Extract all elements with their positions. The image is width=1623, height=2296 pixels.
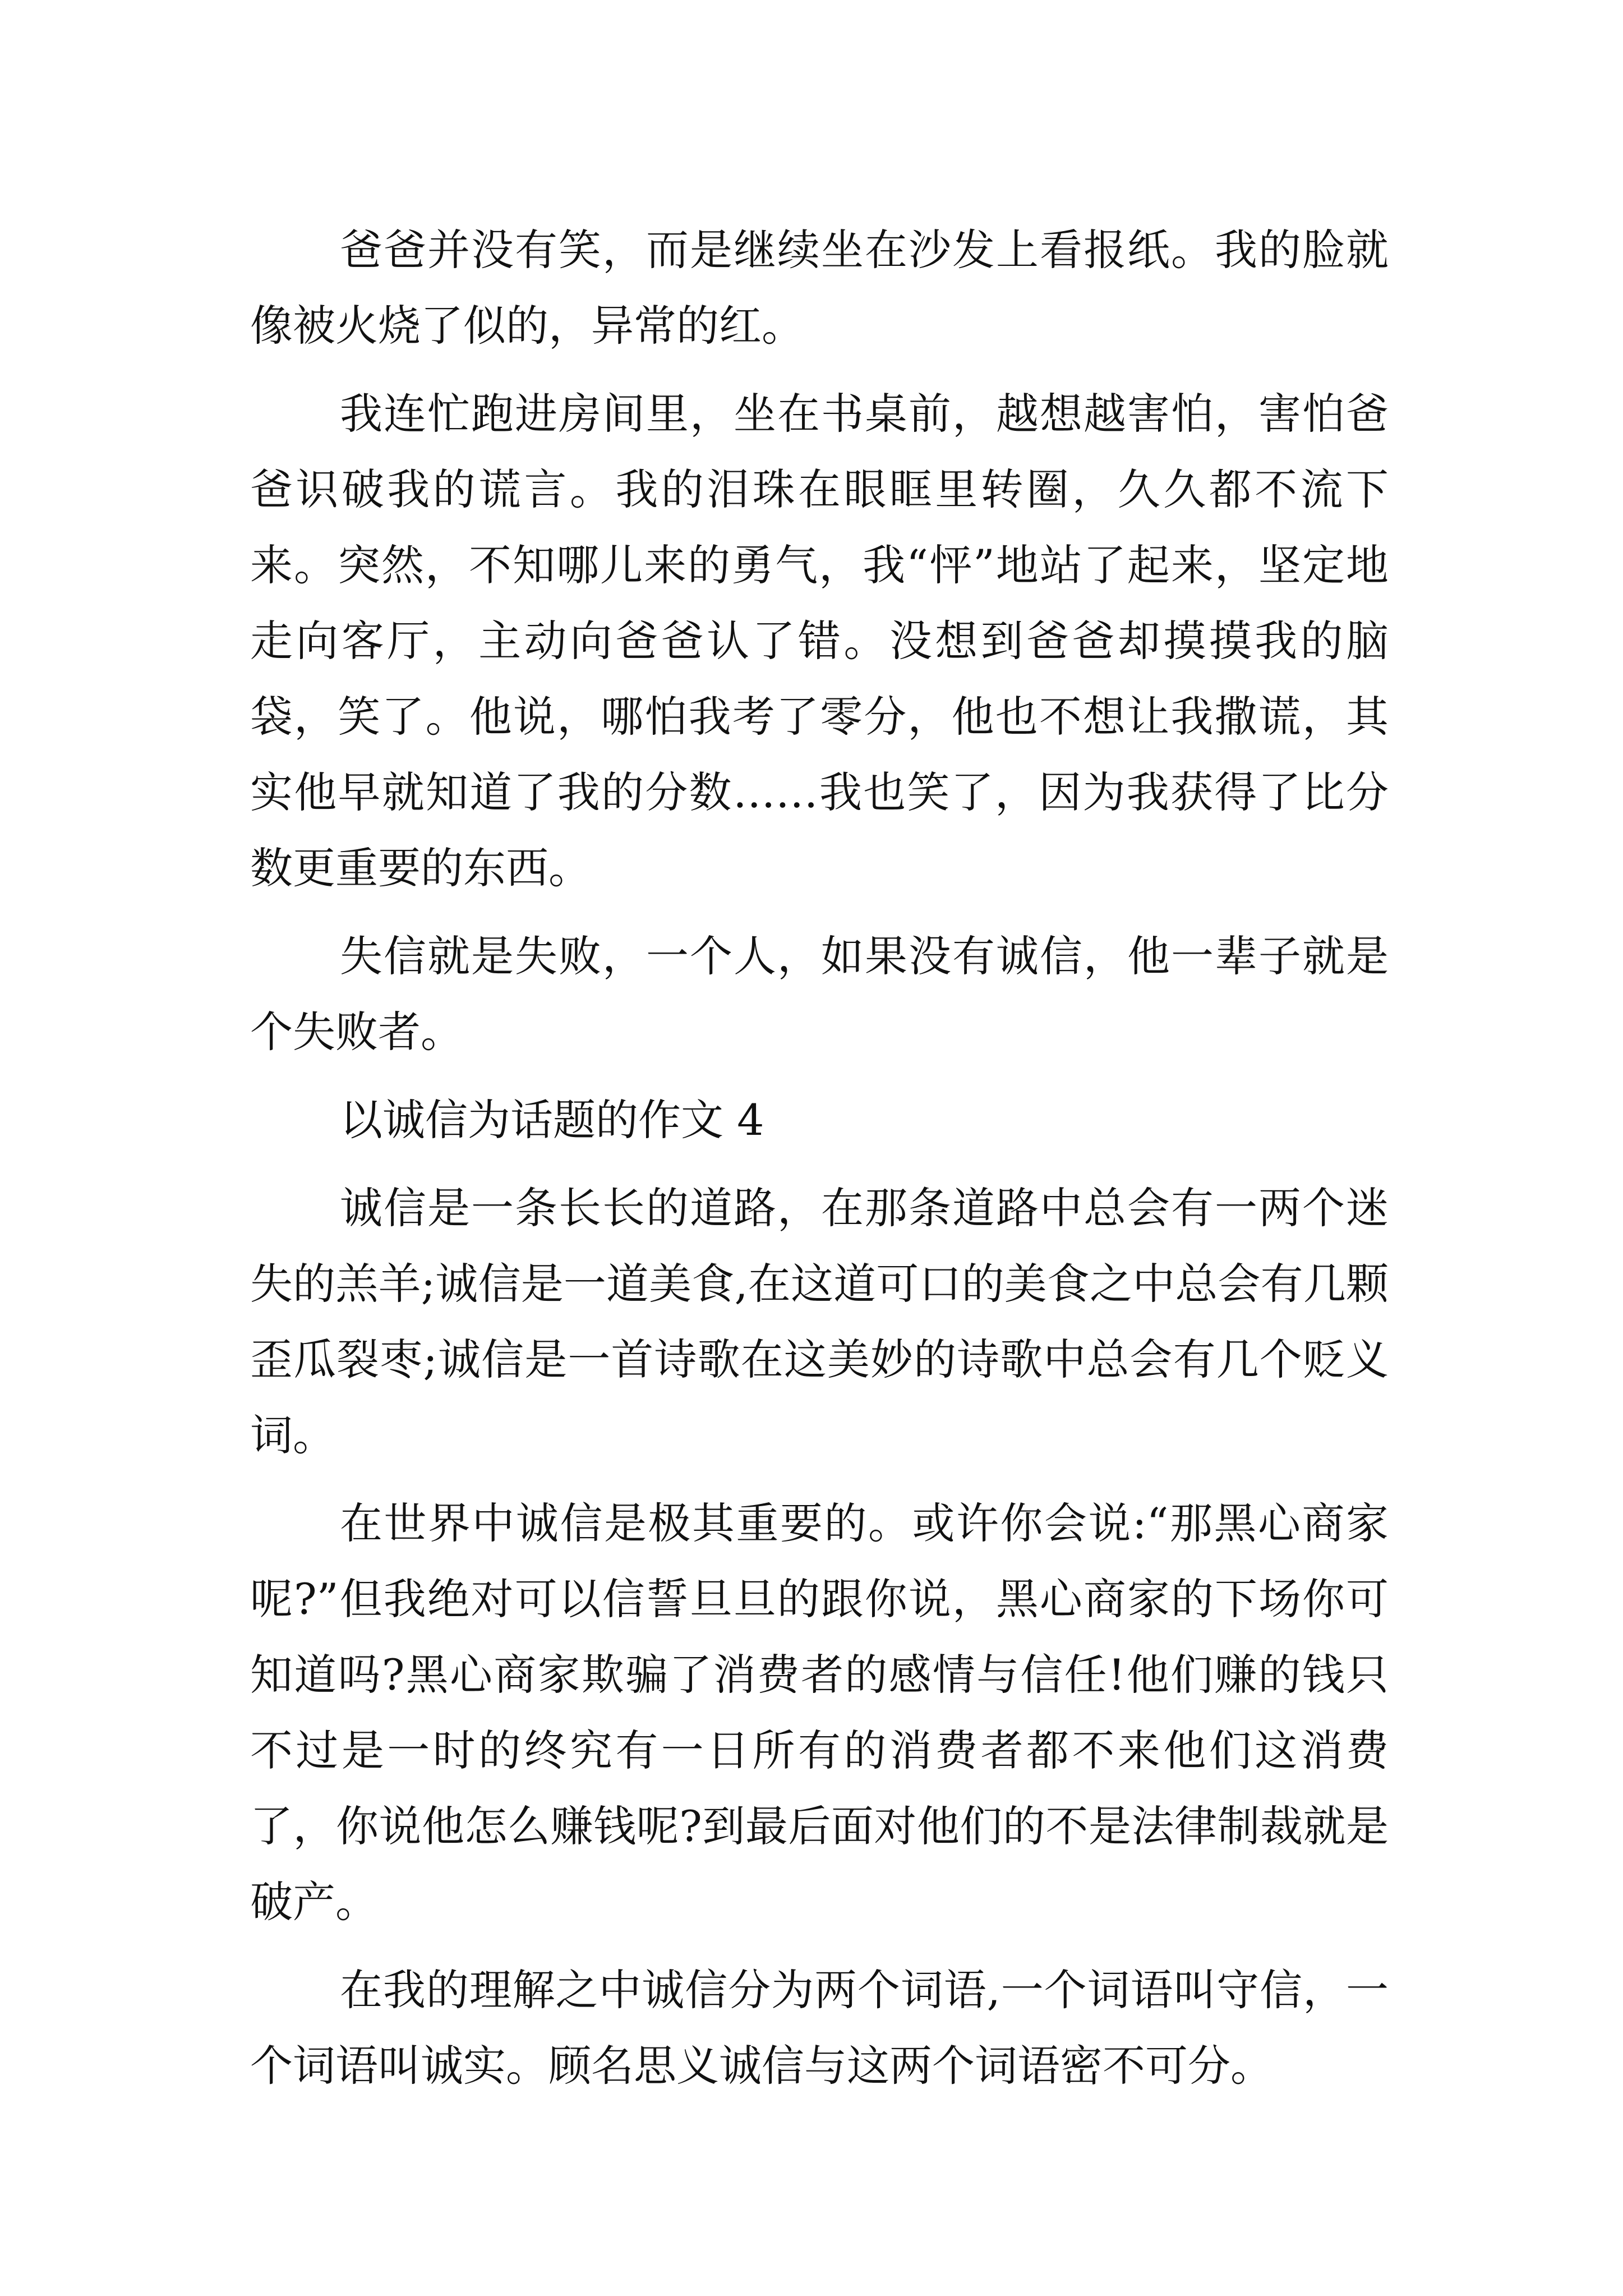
paragraph: 诚信是一条长长的道路，在那条道路中总会有一两个迷失的羔羊;诚信是一道美食,在这道可口的美食之中总会有几颗歪瓜裂枣;诚信是一首诗歌在这美妙的诗歌中总会有几个贬义词。 <box>250 1183 1389 1460</box>
paragraph: 我连忙跑进房间里，坐在书桌前，越想越害怕，害怕爸爸识破我的谎言。我的泪珠在眼眶里转圈，久久都不流下来。突然，不知哪儿来的勇气，我“怦”地站了起来，坚定地走向客厅，主动向爸爸认了错。没想到爸爸却摸摸我的脑袋，笑了。他说，哪怕我考了零分，他也不想让我撒谎，其实他早就知道了我的分数……我也笑了，因为我获得了比分数更重要的东西。 <box>250 389 1389 893</box>
paragraph: 在我的理解之中诚信分为两个词语,一个词语叫守信，一个词语叫诚实。顾名思义诚信与这两个词语密不可分。 <box>250 1965 1389 2091</box>
document-body <box>250 212 1389 2116</box>
paragraph: 爸爸并没有笑，而是继续坐在沙发上看报纸。我的脸就像被火烧了似的，异常的红。 <box>250 225 1389 351</box>
paragraph: 在世界中诚信是极其重要的。或许你会说:“那黑心商家呢?”但我绝对可以信誓旦旦的跟你说，黑心商家的下场你可知道吗?黑心商家欺骗了消费者的感情与信任!他们赚的钱只不过是一时的终究有一日所有的消费者都不来他们这消费了，你说他怎么赚钱呢?到最后面对他们的不是法律制裁就是破产。 <box>250 1498 1389 1927</box>
paragraph: 失信就是失败，一个人，如果没有诚信，他一辈子就是个失败者。 <box>250 931 1389 1057</box>
section-heading: 以诚信为话题的作文 4 <box>340 1095 764 1145</box>
